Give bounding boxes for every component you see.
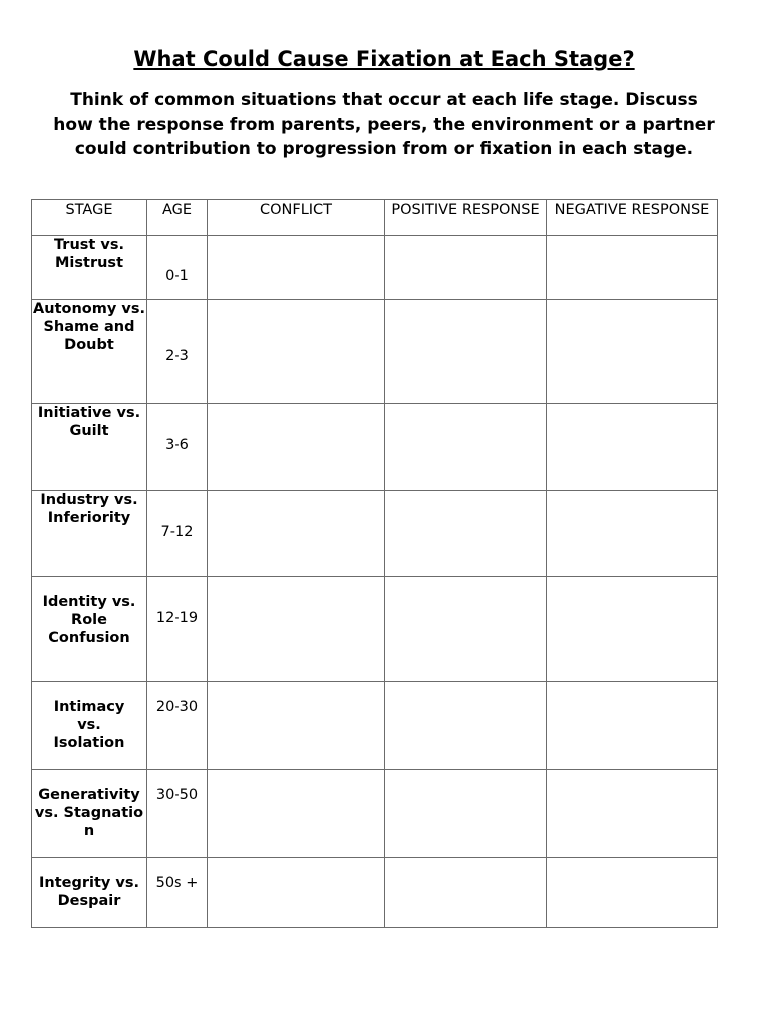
stage-label: Initiative vs. Guilt [37, 405, 141, 439]
age-label: 50s + [155, 875, 199, 891]
positive-response-cell[interactable] [385, 404, 547, 491]
stage-label: Integrity vs. Despair [38, 875, 139, 909]
age-cell [147, 770, 208, 858]
stage-label: Industry vs. Inferiority [40, 492, 138, 526]
age-cell [147, 491, 208, 577]
table-row [32, 236, 718, 300]
age-label: 30-50 [155, 787, 199, 803]
stage-label: Autonomy vs. Shame and Doubt [33, 301, 145, 353]
conflict-cell[interactable] [208, 236, 385, 300]
table-row [32, 682, 718, 770]
stage-label: Identity vs. Role Confusion [42, 594, 136, 646]
stage-cell [32, 682, 147, 770]
header-negative-response: NEGATIVE RESPONSE [547, 200, 718, 236]
age-label: 2-3 [165, 348, 189, 364]
stage-cell [32, 770, 147, 858]
negative-response-cell[interactable] [547, 491, 718, 577]
negative-response-cell[interactable] [547, 577, 718, 682]
age-label: 20-30 [155, 699, 199, 715]
age-cell [147, 682, 208, 770]
table-row [32, 491, 718, 577]
conflict-cell[interactable] [208, 577, 385, 682]
stage-cell [32, 236, 147, 300]
conflict-cell[interactable] [208, 682, 385, 770]
stage-cell [32, 491, 147, 577]
negative-response-cell[interactable] [547, 236, 718, 300]
age-label: 3-6 [165, 437, 189, 453]
positive-response-cell[interactable] [385, 236, 547, 300]
age-cell [147, 236, 208, 300]
positive-response-cell[interactable] [385, 491, 547, 577]
stage-cell [32, 858, 147, 928]
age-cell [147, 300, 208, 404]
positive-response-cell[interactable] [385, 858, 547, 928]
header-stage: STAGE [32, 200, 147, 236]
table-header-row [32, 200, 718, 236]
positive-response-cell[interactable] [385, 300, 547, 404]
age-cell [147, 404, 208, 491]
negative-response-cell[interactable] [547, 682, 718, 770]
positive-response-cell[interactable] [385, 770, 547, 858]
fixation-table [31, 199, 718, 928]
header-positive-response: POSITIVE RESPONSE [385, 200, 547, 236]
table-row [32, 770, 718, 858]
conflict-cell[interactable] [208, 300, 385, 404]
table-row [32, 577, 718, 682]
age-label: 12-19 [155, 610, 199, 626]
negative-response-cell[interactable] [547, 770, 718, 858]
negative-response-cell[interactable] [547, 300, 718, 404]
conflict-cell[interactable] [208, 858, 385, 928]
conflict-cell[interactable] [208, 404, 385, 491]
negative-response-cell[interactable] [547, 404, 718, 491]
header-conflict: CONFLICT [208, 200, 385, 236]
stage-label: Generativity vs. Stagnation [34, 787, 144, 839]
age-label: 0-1 [165, 268, 189, 284]
negative-response-cell[interactable] [547, 858, 718, 928]
age-label: 7-12 [160, 524, 194, 540]
table-row [32, 300, 718, 404]
table-row [32, 404, 718, 491]
positive-response-cell[interactable] [385, 577, 547, 682]
stage-label: Intimacy vs. Isolation [53, 699, 125, 751]
conflict-cell[interactable] [208, 491, 385, 577]
header-age: AGE [147, 200, 208, 236]
worksheet-title: What Could Cause Fixation at Each Stage? [133, 47, 635, 71]
conflict-cell[interactable] [208, 770, 385, 858]
positive-response-cell[interactable] [385, 682, 547, 770]
stage-cell [32, 300, 147, 404]
table-row [32, 858, 718, 928]
age-cell [147, 858, 208, 928]
stage-cell [32, 577, 147, 682]
worksheet-instructions: Think of common situations that occur at each life stage. Discuss how the response from parents, peers, the environment or a partner could contribution to progression from or fixation in each stage. [53, 90, 715, 159]
age-cell [147, 577, 208, 682]
stage-label: Trust vs. Mistrust [54, 237, 124, 271]
stage-cell [32, 404, 147, 491]
